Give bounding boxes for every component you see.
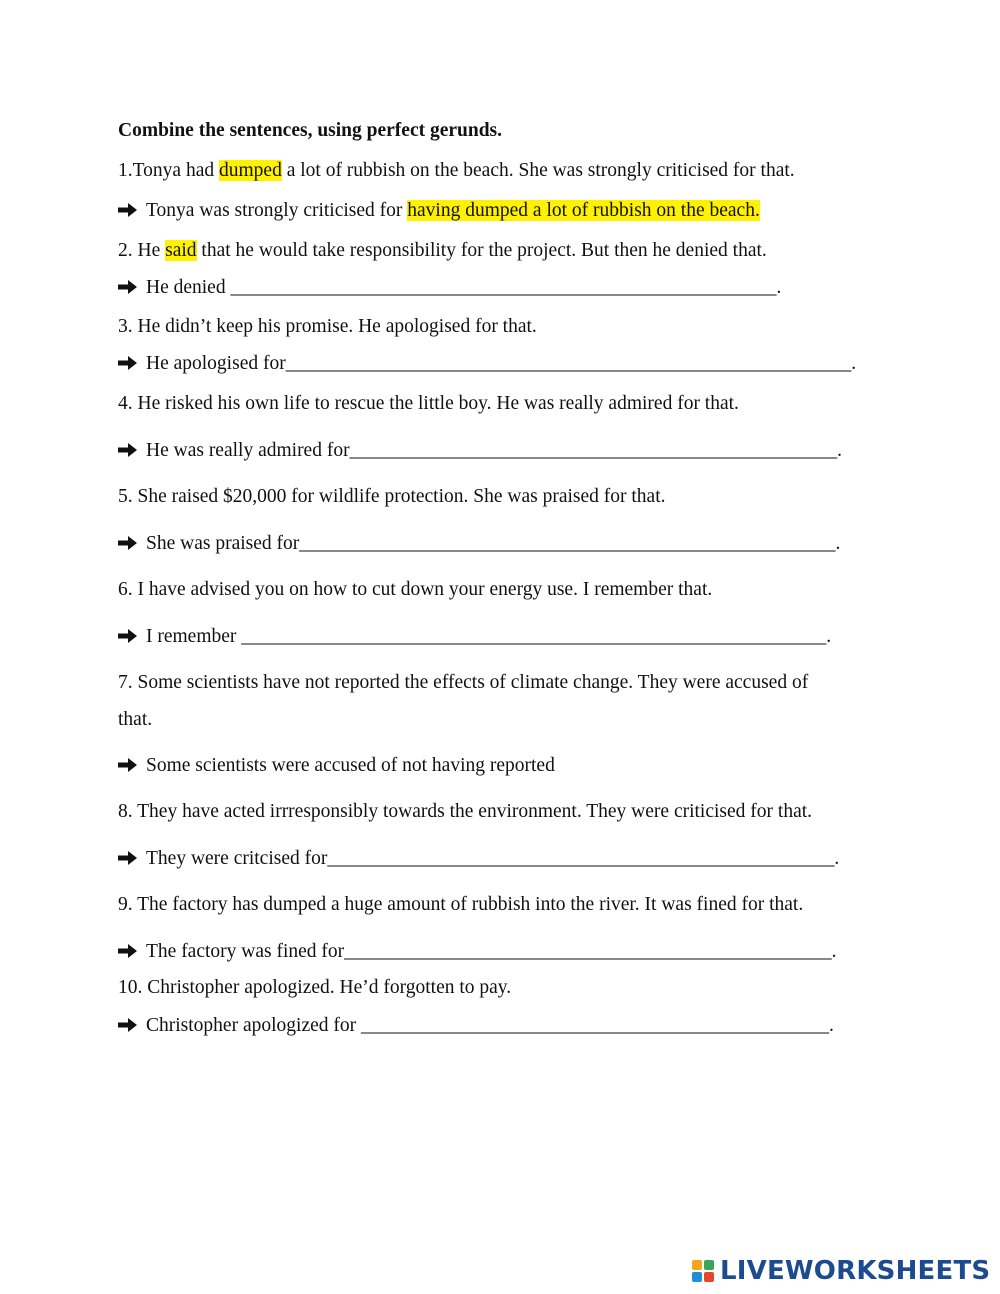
question-1	[118, 159, 795, 183]
right-arrow-icon	[118, 754, 146, 778]
question-9: 9. The factory has dumped a huge amount of rubbish into the river. It was fined for that.	[118, 894, 804, 915]
question-6: 6. I have advised you on how to cut down your energy use. I remember that.	[118, 579, 713, 600]
right-arrow-icon	[118, 532, 146, 556]
answer-5	[118, 532, 840, 556]
right-arrow-icon	[118, 1014, 146, 1038]
question-7-line-1: 7. Some scientists have not reported the effects of climate change. They were accused of	[118, 672, 809, 693]
answer-4	[118, 439, 842, 463]
question-8: 8. They have acted irrresponsibly towards the environment. They were criticised for that.	[118, 801, 813, 822]
question-2-text-start: 2. He	[118, 240, 166, 261]
answer-8-blank[interactable]: They were critcised for____________________________________________________.	[146, 848, 840, 869]
right-arrow-icon	[118, 625, 146, 649]
right-arrow-icon	[118, 276, 146, 300]
question-1-text-end: a lot of rubbish on the beach. She was strongly criticised for that.	[281, 160, 795, 181]
question-3: 3. He didn’t keep his promise. He apologised for that.	[118, 316, 537, 337]
answer-6	[118, 625, 831, 649]
logo-text: LIVEWORKSHEETS	[720, 1256, 991, 1286]
answer-1-highlight: having dumped a lot of rubbish on the beach.	[407, 200, 760, 221]
answer-7	[118, 754, 555, 778]
answer-3	[118, 352, 856, 376]
answer-1-prompt: Tonya was strongly criticised for	[146, 200, 408, 221]
question-2-text-end: that he would take responsibility for the project. But then he denied that.	[196, 240, 767, 261]
question-4: 4. He risked his own life to rescue the little boy. He was really admired for that.	[118, 393, 739, 414]
question-5: 5. She raised $20,000 for wildlife protection. She was praised for that.	[118, 486, 666, 507]
question-2	[118, 239, 767, 263]
answer-10	[118, 1014, 834, 1038]
answer-2	[118, 276, 781, 300]
right-arrow-icon	[118, 847, 146, 871]
right-arrow-icon	[118, 352, 146, 376]
question-10: 10. Christopher apologized. He’d forgotten to pay.	[118, 977, 512, 998]
right-arrow-icon	[118, 199, 146, 223]
worksheet-title: Combine the sentences, using perfect gerunds.	[118, 120, 503, 141]
right-arrow-icon	[118, 940, 146, 964]
answer-9	[118, 940, 837, 964]
answer-4-blank[interactable]: He was really admired for__________________________________________________.	[146, 440, 842, 461]
question-2-highlight: said	[165, 240, 197, 261]
question-1-text-start: 1.Tonya had	[118, 160, 219, 181]
answer-3-blank[interactable]: He apologised for__________________________________________________________.	[146, 353, 857, 374]
answer-1	[118, 199, 760, 223]
answer-7-text[interactable]: Some scientists were accused of not having reported	[146, 755, 555, 776]
answer-2-blank[interactable]: He denied ________________________________________________________.	[146, 277, 782, 298]
liveworksheets-logo	[692, 1256, 990, 1286]
right-arrow-icon	[118, 439, 146, 463]
answer-10-blank[interactable]: Christopher apologized for ________________________________________________.	[146, 1015, 834, 1036]
answer-9-blank[interactable]: The factory was fined for__________________________________________________.	[146, 941, 837, 962]
answer-5-blank[interactable]: She was praised for_______________________________________________________.	[146, 533, 841, 554]
question-7-line-2: that.	[118, 709, 153, 730]
logo-grid-icon	[692, 1260, 714, 1282]
question-1-highlight: dumped	[219, 160, 282, 181]
answer-8	[118, 847, 839, 871]
answer-6-blank[interactable]: I remember ____________________________________________________________.	[146, 626, 832, 647]
